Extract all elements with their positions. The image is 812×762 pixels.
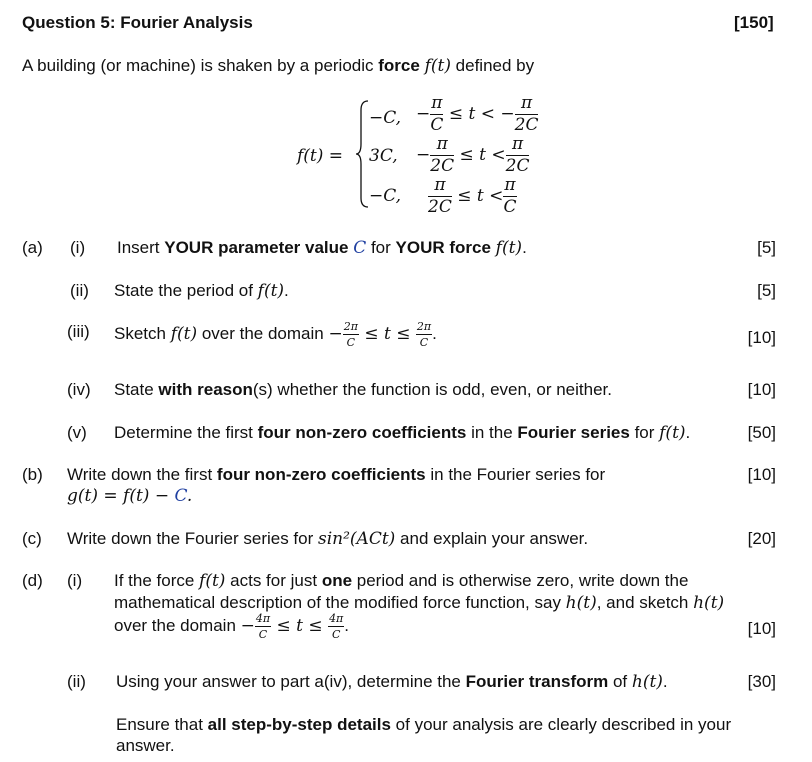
part-a-iv-num: (iv) <box>67 380 91 399</box>
case-3-condition: $\frac{\pi}{2C}$ ≤ t < $\frac{\pi}{C}$ <box>428 175 517 217</box>
part-a-iv-text: State with reason(s) whether the function is odd, even, or neither. <box>114 380 612 399</box>
part-d-i-line1: If the force f(t) acts for just one period and is otherwise zero, write down the <box>114 571 689 591</box>
part-a-i-marks: [5] <box>757 238 776 257</box>
part-a-v-text: Determine the first four non-zero coefficients in the Fourier series for f(t). <box>114 423 691 443</box>
part-a-iii-marks: [10] <box>747 328 776 347</box>
question-title: Question 5: Fourier Analysis <box>22 13 253 32</box>
part-c-marks: [20] <box>747 529 776 548</box>
brace-icon <box>355 100 369 208</box>
part-b-text: Write down the first four non-zero coefficients in the Fourier series for <box>67 465 606 484</box>
case-2-value: 3C, <box>369 146 398 166</box>
part-a-iii-num: (iii) <box>67 322 90 341</box>
part-c-label: (c) <box>22 529 42 548</box>
part-a-v-marks: [50] <box>747 423 776 442</box>
part-d-label: (d) <box>22 571 43 590</box>
part-b-equation: g(t) = f(t) − C. <box>67 486 193 506</box>
part-d-ii-num: (ii) <box>67 672 86 691</box>
part-a-i-text: Insert YOUR parameter value C for YOUR force f(t). <box>117 238 527 258</box>
piecewise-lhs: f(t) = <box>297 146 344 166</box>
part-a-i-num: (i) <box>70 238 86 257</box>
part-a-ii-marks: [5] <box>757 281 776 300</box>
part-b-label: (b) <box>22 465 43 484</box>
part-a-ii-num: (ii) <box>70 281 89 300</box>
intro-text: A building (or machine) is shaken by a periodic force f(t) defined by <box>22 56 535 76</box>
part-c-text: Write down the Fourier series for sin²(ACt) and explain your answer. <box>67 529 589 549</box>
part-a-ii-text: State the period of f(t). <box>114 281 289 301</box>
part-d-ii-marks: [30] <box>747 672 776 691</box>
part-d-i-marks: [10] <box>747 619 776 638</box>
total-marks: [150] <box>734 13 774 32</box>
part-a-v-num: (v) <box>67 423 87 442</box>
case-1-condition: − $\frac{\pi}{C}$ ≤ t < − $\frac{\pi}{2C}$ <box>416 93 539 135</box>
part-d-i-line3: over the domain − $\frac{4\pi}{C}$ ≤ t ≤ $\frac{4\pi}{C}$ . <box>114 612 350 641</box>
case-3-value: −C, <box>369 186 402 206</box>
part-d-ii-text: Using your answer to part a(iv), determine the Fourier transform of h(t). <box>116 672 668 692</box>
note-line2: answer. <box>116 736 175 755</box>
part-a-label: (a) <box>22 238 43 257</box>
part-a-iv-marks: [10] <box>747 380 776 399</box>
part-d-i-line2: mathematical description of the modified force function, say h(t), and sketch h(t) <box>114 593 725 613</box>
note-line1: Ensure that all step-by-step details of your analysis are clearly described in your <box>116 715 732 734</box>
case-1-value: −C, <box>369 108 402 128</box>
case-2-condition: − $\frac{\pi}{2C}$ ≤ t < $\frac{\pi}{2C}$ <box>416 134 530 176</box>
part-a-iii-text: Sketch f(t) over the domain − $\frac{2\pi}{C}$ ≤ t ≤ $\frac{2\pi}{C}$ . <box>114 320 437 349</box>
part-d-i-num: (i) <box>67 571 83 590</box>
part-b-marks: [10] <box>747 465 776 484</box>
